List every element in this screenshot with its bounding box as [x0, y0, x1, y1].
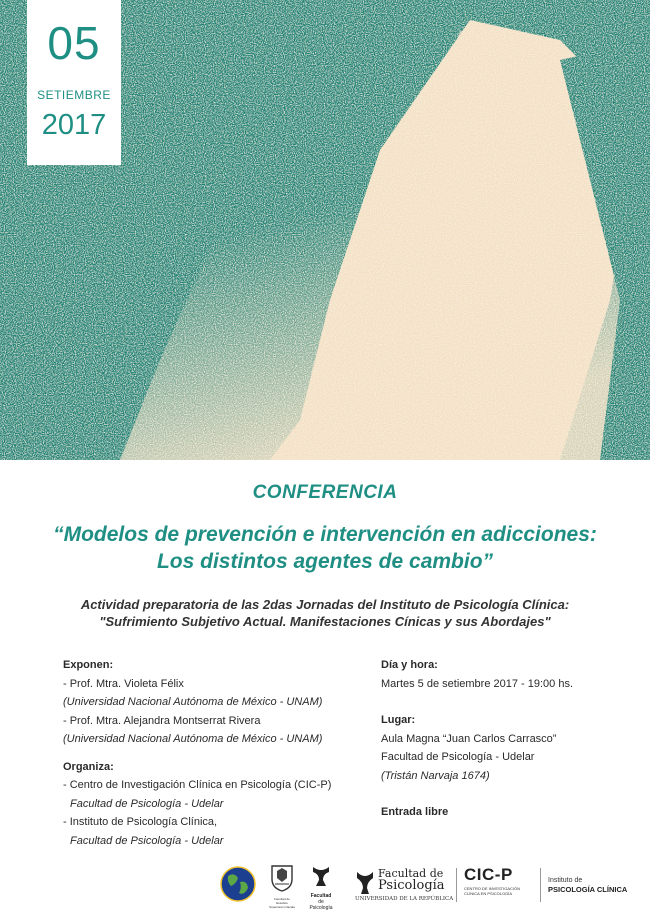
date-year: 2017	[41, 109, 107, 141]
details-right-column	[381, 656, 631, 822]
speaker-name: - Prof. Mtra. Alejandra Montserrat Rivera	[63, 714, 261, 727]
organiza-label: Organiza:	[63, 760, 114, 773]
event-title-line1: “Modelos de prevención e intervención en adicciones:	[53, 523, 597, 546]
sponsor-logos	[0, 860, 650, 910]
admission-label: Entrada libre	[381, 806, 449, 818]
ipc-text-1: Instituto de	[548, 877, 583, 884]
where-line1: Aula Magna “Juan Carlos Carrasco”	[381, 732, 557, 745]
event-type: CONFERENCIA	[252, 482, 398, 503]
date-box	[27, 0, 121, 165]
event-subtitle	[0, 596, 650, 630]
when-label: Día y hora:	[381, 659, 438, 671]
details-left-column	[63, 656, 363, 850]
facultad-text-2: Psicología	[378, 878, 445, 893]
event-subtitle-line1: Actividad preparatoria de las 2das Jornadas del Instituto de Psicología Clínica:	[80, 597, 570, 612]
where-line2: Facultad de Psicología - Udelar	[381, 751, 535, 763]
fp-small-caption-1: Facultad	[310, 893, 332, 899]
unam-crest-caption: Facultad de Estudios Superiores Iztacala	[269, 897, 295, 909]
cicp-logo	[464, 866, 534, 906]
exponen-label: Exponen:	[63, 659, 114, 671]
organizer-sub: Facultad de Psicología - Udelar	[70, 834, 224, 847]
unam-crest-logo	[269, 864, 295, 909]
fp-small-logo	[306, 864, 336, 911]
logo-divider	[456, 868, 457, 902]
ipc-logo	[548, 876, 648, 902]
when-value: Martes 5 de setiembre 2017 - 19:00 hs.	[381, 677, 573, 690]
ipc-text-2: PSICOLOGÍA CLÍNICA	[548, 885, 628, 894]
organizer-name: - Instituto de Psicología Clínica,	[63, 816, 218, 828]
event-title	[0, 521, 650, 575]
date-month: SETIEMBRE	[37, 88, 111, 102]
event-subtitle-line2: "Sufrimiento Subjetivo Actual. Manifestaciones Cínicas y sus Abordajes"	[99, 614, 551, 629]
organizer-sub: Facultad de Psicología - Udelar	[70, 797, 224, 810]
facultad-psicologia-logo	[355, 868, 455, 906]
globe-logo	[220, 866, 256, 902]
cicp-sub-1: CENTRO DE INVESTIGACIÓN	[464, 886, 521, 891]
logo-divider	[540, 868, 541, 902]
where-label: Lugar:	[381, 714, 416, 726]
speaker-affiliation: (Universidad Nacional Autónoma de México - UNAM)	[63, 733, 323, 745]
speaker-affiliation: (Universidad Nacional Autónoma de México - UNAM)	[63, 696, 323, 708]
cicp-sub-2: CLÍNICA EN PSICOLOGÍA	[464, 891, 513, 896]
facultad-text-3: UNIVERSIDAD DE LA REPÚBLICA	[355, 896, 454, 902]
facultad-text-1: Facultad de	[378, 867, 444, 880]
event-title-line2: Los distintos agentes de cambio”	[156, 550, 494, 573]
date-day: 05	[47, 17, 101, 69]
fp-small-caption-2: de Psicología	[309, 899, 333, 911]
cicp-text: CIC-P	[464, 865, 513, 884]
speaker-name: - Prof. Mtra. Violeta Félix	[63, 677, 184, 690]
where-line3: (Tristán Narvaja 1674)	[381, 769, 490, 782]
organizer-name: - Centro de Investigación Clínica en Psicología (CIC-P)	[63, 779, 332, 791]
